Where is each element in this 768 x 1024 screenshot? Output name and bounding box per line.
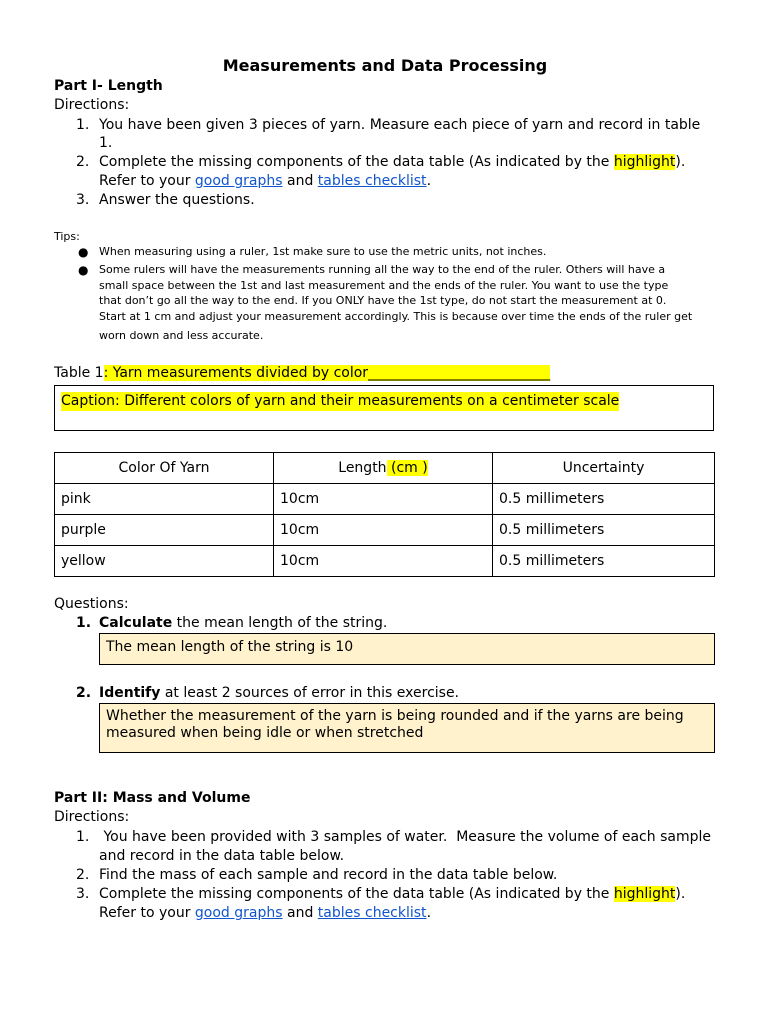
- questions-label: Questions:: [54, 596, 129, 612]
- table-row: [55, 546, 715, 577]
- tips-label: Tips:: [54, 230, 80, 243]
- tables-checklist-link[interactable]: tables checklist: [317, 173, 427, 189]
- question-number: 2.: [76, 685, 92, 701]
- yarn-data-table: [54, 452, 715, 577]
- part2-heading: Part II: Mass and Volume: [54, 790, 251, 806]
- cell-length[interactable]: 10cm: [274, 515, 493, 546]
- part1-heading: Part I- Length: [54, 78, 163, 94]
- cell-color[interactable]: yellow: [55, 546, 274, 577]
- bullet-icon: ●: [78, 245, 89, 259]
- tables-checklist-link[interactable]: tables checklist: [317, 905, 427, 921]
- good-graphs-link[interactable]: good graphs: [194, 173, 283, 189]
- bullet-icon: ●: [78, 263, 89, 277]
- header-uncertainty: Uncertainty: [493, 453, 715, 484]
- cell-length[interactable]: 10cm: [274, 546, 493, 577]
- table-title: Table 1: Yarn measurements divided by color__________________________: [54, 365, 551, 381]
- question-1: Calculate the mean length of the string.: [99, 615, 388, 631]
- table-row: [55, 484, 715, 515]
- caption-text: Caption: Different colors of yarn and their measurements on a centimeter scale: [61, 393, 620, 409]
- cell-uncertainty[interactable]: 0.5 millimeters: [493, 484, 715, 515]
- part2-directions-label: Directions:: [54, 809, 130, 825]
- question-number: 1.: [76, 615, 92, 631]
- table-header-row: [55, 453, 715, 484]
- cell-color[interactable]: pink: [55, 484, 274, 515]
- answer-box-1[interactable]: [99, 633, 715, 665]
- answer-text: Whether the measurement of the yarn is being rounded and if the yarns are being: [106, 708, 684, 724]
- cell-uncertainty[interactable]: 0.5 millimeters: [493, 515, 715, 546]
- good-graphs-link[interactable]: good graphs: [194, 905, 283, 921]
- part1-directions-label: Directions:: [54, 97, 130, 113]
- answer-text: measured when being idle or when stretched: [106, 725, 424, 741]
- header-color: Color Of Yarn: [55, 453, 274, 484]
- page-title: Measurements and Data Processing: [222, 56, 548, 75]
- cell-length[interactable]: 10cm: [274, 484, 493, 515]
- cell-color[interactable]: purple: [55, 515, 274, 546]
- table-row: [55, 515, 715, 546]
- question-2: Identify at least 2 sources of error in this exercise.: [99, 685, 460, 701]
- answer-box-2[interactable]: [99, 703, 715, 753]
- answer-text: The mean length of the string is 10: [106, 639, 354, 655]
- cell-uncertainty[interactable]: 0.5 millimeters: [493, 546, 715, 577]
- caption-box[interactable]: [54, 385, 714, 431]
- header-length: Length (cm ): [274, 453, 493, 484]
